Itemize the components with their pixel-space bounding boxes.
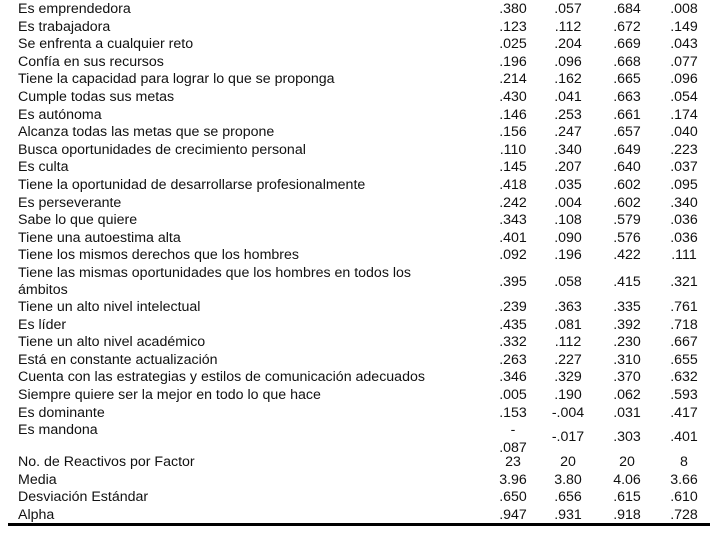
- cell-value: .663: [613, 89, 641, 105]
- cell-value: .005: [499, 387, 527, 403]
- cell-value: .149: [670, 18, 698, 35]
- summary-value: .650: [499, 489, 527, 506]
- cell-value: .579: [613, 212, 641, 229]
- summary-value: 3.80: [554, 471, 582, 488]
- cell-value: .112: [554, 18, 582, 35]
- cell-value: .242: [499, 194, 527, 211]
- cell-value: .025: [499, 36, 527, 53]
- table-row: [0, 230, 718, 248]
- summary-label: Media: [18, 471, 57, 488]
- summary-row: [0, 507, 718, 525]
- cell-value: .346: [499, 369, 527, 386]
- summary-value: 23: [505, 454, 521, 470]
- cell-value: .108: [554, 212, 582, 229]
- cell-value: .057: [554, 1, 582, 17]
- cell-value: .684: [613, 1, 641, 17]
- cell-value: .395: [499, 273, 527, 290]
- cell-value: .095: [670, 177, 698, 193]
- cell-value: .190: [554, 387, 582, 403]
- summary-row: [0, 472, 718, 490]
- cell-value: .145: [499, 159, 527, 176]
- cell-value: .321: [670, 273, 698, 290]
- row-label: Alcanza todas las metas que se propone: [18, 124, 275, 141]
- cell-value: .669: [613, 36, 641, 53]
- summary-label: Desviación Estándar: [18, 489, 149, 506]
- row-label: Busca oportunidades de crecimiento personal: [18, 141, 306, 158]
- row-label: Se enfrenta a cualquier reto: [18, 36, 194, 53]
- table-row: [0, 195, 718, 213]
- cell-value: .153: [499, 404, 527, 421]
- table-bottom-rule: [8, 523, 710, 526]
- cell-value: .253: [554, 106, 582, 123]
- cell-value: .665: [613, 71, 641, 88]
- cell-value: .054: [670, 89, 698, 105]
- cell-value: .417: [670, 404, 698, 421]
- table-row: [0, 422, 718, 456]
- table-row: [0, 317, 718, 335]
- cell-value: .207: [554, 159, 582, 176]
- table-row: [0, 71, 718, 89]
- cell-value: .196: [554, 247, 582, 264]
- cell-value: .031: [613, 404, 641, 421]
- row-label: Cuenta con las estrategias y estilos de comunicación adecuados: [18, 369, 425, 386]
- summary-value: .615: [613, 489, 641, 506]
- row-label: Tiene los mismos derechos que los hombres: [18, 247, 299, 264]
- cell-value: .718: [670, 316, 698, 333]
- cell-value: .401: [670, 429, 698, 446]
- summary-value: .610: [670, 489, 698, 506]
- cell-value: .332: [499, 334, 527, 351]
- table-row: [0, 124, 718, 142]
- cell-value: .096: [554, 53, 582, 70]
- row-label: Siempre quiere ser la mejor en todo lo que hace: [18, 387, 321, 403]
- cell-value: .340: [554, 141, 582, 158]
- cell-value: .008: [670, 1, 698, 17]
- cell-value: .335: [613, 299, 641, 315]
- summary-value: .728: [670, 506, 698, 523]
- table-row: [0, 36, 718, 54]
- cell-value: .036: [670, 212, 698, 229]
- cell-value: .422: [613, 247, 641, 264]
- cell-value: .655: [670, 351, 698, 368]
- table-row: [0, 19, 718, 37]
- cell-value: .415: [613, 273, 641, 290]
- row-label: Tiene un alto nivel académico: [18, 334, 206, 351]
- cell-value-continuation: .087: [499, 439, 527, 456]
- table-row: [0, 142, 718, 160]
- row-label: Es dominante: [18, 404, 105, 421]
- cell-value: .649: [613, 141, 641, 158]
- cell-value: .196: [499, 53, 527, 70]
- row-label: Está en constante actualización: [18, 351, 218, 368]
- table-row: [0, 352, 718, 370]
- summary-value: .947: [499, 506, 527, 523]
- cell-value: .340: [670, 194, 698, 211]
- cell-value: .392: [613, 316, 641, 333]
- cell-value: .043: [670, 36, 698, 53]
- cell-value: .174: [670, 106, 698, 123]
- cell-value: .230: [613, 334, 641, 351]
- summary-value: 8: [680, 454, 688, 470]
- cell-value: .247: [554, 124, 582, 141]
- cell-value: .081: [554, 316, 582, 333]
- table-row: [0, 265, 718, 300]
- cell-value: .035: [554, 177, 582, 193]
- summary-value: .931: [554, 506, 582, 523]
- cell-value: .632: [670, 369, 698, 386]
- row-label: Sabe lo que quiere: [18, 212, 138, 229]
- cell-value: .576: [613, 229, 641, 246]
- row-label: Es culta: [18, 159, 69, 176]
- table-row: [0, 387, 718, 405]
- summary-row: [0, 489, 718, 507]
- cell-value: .227: [554, 351, 582, 368]
- cell-value: .263: [499, 351, 527, 368]
- row-label: Es líder: [18, 316, 67, 333]
- table-row: [0, 159, 718, 177]
- table-row: [0, 54, 718, 72]
- summary-row: [0, 454, 718, 472]
- summary-value: 20: [560, 454, 576, 470]
- table-row: [0, 212, 718, 230]
- cell-value: .430: [499, 89, 527, 105]
- row-label: Tiene una autoestima alta: [18, 229, 181, 246]
- summary-label: No. de Reactivos por Factor: [18, 454, 195, 470]
- row-label: Es emprendedora: [18, 1, 131, 17]
- cell-value: .602: [613, 194, 641, 211]
- cell-value: .156: [499, 124, 527, 141]
- cell-value: .223: [670, 141, 698, 158]
- row-label: Tiene un alto nivel intelectual: [18, 299, 201, 315]
- cell-value: .123: [499, 18, 527, 35]
- summary-value: 3.96: [499, 471, 527, 488]
- cell-value: .418: [499, 177, 527, 193]
- cell-value: .343: [499, 212, 527, 229]
- row-label: Tiene la oportunidad de desarrollarse profesionalmente: [18, 177, 366, 193]
- summary-value: 3.66: [670, 471, 698, 488]
- row-label: Es mandona: [18, 422, 98, 439]
- cell-value: .036: [670, 229, 698, 246]
- cell-value: .640: [613, 159, 641, 176]
- cell-value: .761: [670, 299, 698, 315]
- row-label: Es perseverante: [18, 194, 122, 211]
- summary-value: 4.06: [613, 471, 641, 488]
- row-label: Es autónoma: [18, 106, 102, 123]
- cell-value: .111: [671, 247, 697, 264]
- row-label: Tiene la capacidad para lograr lo que se proponga: [18, 71, 335, 88]
- cell-value: .435: [499, 316, 527, 333]
- table-row: [0, 405, 718, 423]
- cell-value: .090: [554, 229, 582, 246]
- summary-value: .918: [613, 506, 641, 523]
- cell-value: -: [510, 422, 516, 439]
- row-label: Es trabajadora: [18, 18, 111, 35]
- cell-value: .004: [554, 194, 582, 211]
- summary-value: 20: [619, 454, 635, 470]
- table-row: [0, 107, 718, 125]
- cell-value: .040: [670, 124, 698, 141]
- cell-value: .661: [613, 106, 641, 123]
- cell-value: .672: [613, 18, 641, 35]
- table-row: [0, 89, 718, 107]
- cell-value: .239: [499, 299, 527, 315]
- table-row: [0, 177, 718, 195]
- row-label: Cumple todas sus metas: [18, 89, 175, 105]
- cell-value: .146: [499, 106, 527, 123]
- cell-value: -.017: [551, 429, 585, 446]
- cell-value: .162: [554, 71, 582, 88]
- cell-value: .380: [499, 1, 527, 17]
- table-row: [0, 299, 718, 317]
- cell-value: .668: [613, 53, 641, 70]
- table-row: [0, 334, 718, 352]
- cell-value: .401: [499, 229, 527, 246]
- cell-value: .077: [670, 53, 698, 70]
- cell-value: .110: [499, 141, 527, 158]
- cell-value: .310: [613, 351, 641, 368]
- row-label: Tiene las mismas oportunidades que los hombres en todos los ámbitos: [18, 264, 411, 299]
- cell-value: .593: [670, 387, 698, 403]
- cell-value: .329: [554, 369, 582, 386]
- row-label: Confía en sus recursos: [18, 53, 164, 70]
- cell-value: .667: [670, 334, 698, 351]
- cell-value: .602: [613, 177, 641, 193]
- cell-value: .204: [554, 36, 582, 53]
- cell-value: .058: [554, 273, 582, 290]
- cell-value: .037: [670, 159, 698, 176]
- cell-value: .062: [613, 387, 641, 403]
- cell-value: .214: [499, 71, 527, 88]
- cell-value: .112: [554, 334, 582, 351]
- cell-value: -.004: [551, 404, 585, 421]
- table-row: [0, 247, 718, 265]
- cell-value: .041: [554, 89, 582, 105]
- cell-value: .657: [613, 124, 641, 141]
- summary-label: Alpha: [18, 506, 55, 523]
- cell-value: .370: [613, 369, 641, 386]
- summary-value: .656: [554, 489, 582, 506]
- table-row: [0, 369, 718, 387]
- cell-value: .096: [670, 71, 698, 88]
- cell-value: .303: [613, 429, 641, 446]
- cell-value: .363: [554, 299, 582, 315]
- table-row: [0, 1, 718, 19]
- cell-value: .092: [499, 247, 527, 264]
